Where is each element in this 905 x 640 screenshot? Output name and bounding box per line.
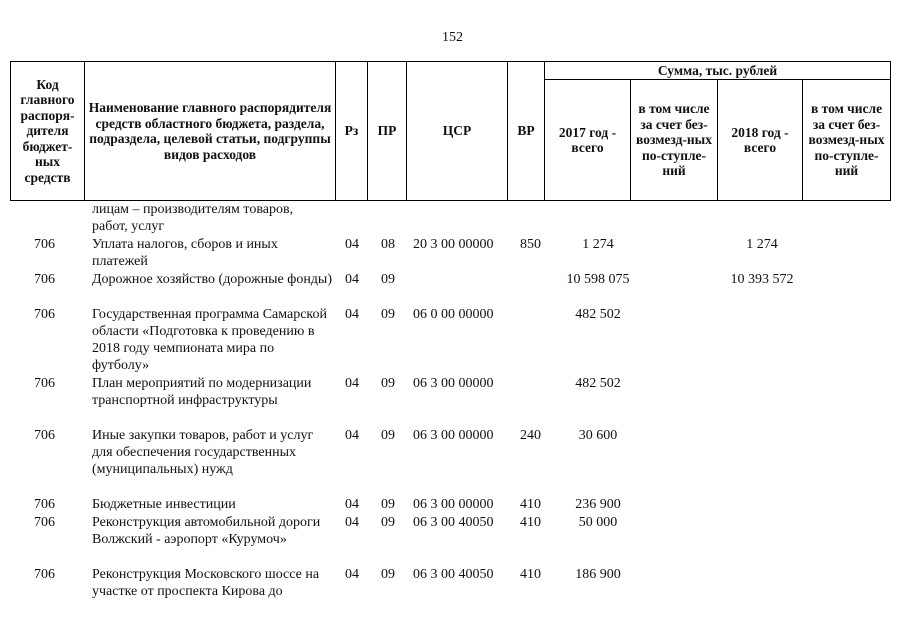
table-row <box>0 514 905 566</box>
cell-2017: 236 900 <box>575 497 621 512</box>
cell-name: Иные закупки товаров, работ и услуг для обеспечения государственных (муниципальных) нужд <box>92 428 314 477</box>
header-2017: 2017 год - всего <box>545 80 631 201</box>
cell-rz: 04 <box>345 428 359 443</box>
page-number: 152 <box>442 30 463 45</box>
cell-2017: 10 598 075 <box>566 272 630 287</box>
cell-rz: 04 <box>345 307 359 322</box>
cell-rz: 04 <box>345 497 359 512</box>
cell-vr: 410 <box>520 497 541 512</box>
cell-2017: 482 502 <box>575 376 621 391</box>
cell-csr: 06 3 00 40050 <box>413 515 494 530</box>
cell-code: 706 <box>34 428 55 443</box>
cell-rz: 04 <box>345 272 359 287</box>
table-row <box>0 306 905 375</box>
cell-name: План мероприятий по модернизации транспортной инфраструктуры <box>92 376 312 408</box>
header-rz: Рз <box>336 62 368 201</box>
header-pr: ПР <box>368 62 407 201</box>
cell-code: 706 <box>34 376 55 391</box>
table-body <box>0 201 905 606</box>
cell-csr: 06 3 00 00000 <box>413 428 494 443</box>
cell-vr: 850 <box>520 237 541 252</box>
header-2017-free: в том числе за счет без-возмезд-ных по-ступле-ний <box>631 80 718 201</box>
header-sum: Сумма, тыс. рублей <box>545 62 891 80</box>
cell-code: 706 <box>34 567 55 582</box>
table-row <box>0 427 905 496</box>
cell-name: Реконструкция автомобильной дороги Волжский - аэропорт «Курумоч» <box>92 515 321 547</box>
cell-csr: 06 3 00 00000 <box>413 376 494 391</box>
cell-pr: 09 <box>381 428 395 443</box>
cell-code: 706 <box>34 272 55 287</box>
cell-2017: 30 600 <box>578 428 618 443</box>
cell-name: Уплата налогов, сборов и иных платежей <box>92 237 278 269</box>
cell-pr: 09 <box>381 272 395 287</box>
cell-name: лицам – производителям товаров, работ, услуг <box>92 202 294 234</box>
table-row <box>0 236 905 271</box>
cell-rz: 04 <box>345 237 359 252</box>
table-row <box>0 271 905 306</box>
table-row <box>0 566 905 606</box>
cell-code: 706 <box>34 307 55 322</box>
cell-csr: 20 3 00 00000 <box>413 237 494 252</box>
cell-vr: 410 <box>520 515 541 530</box>
cell-pr: 08 <box>381 237 395 252</box>
cell-vr: 410 <box>520 567 541 582</box>
cell-csr: 06 0 00 00000 <box>413 307 494 322</box>
cell-pr: 09 <box>381 497 395 512</box>
cell-2017: 482 502 <box>575 307 621 322</box>
cell-rz: 04 <box>345 376 359 391</box>
cell-pr: 09 <box>381 515 395 530</box>
header-2018-free: в том числе за счет без-возмезд-ных по-ступле-ний <box>803 80 891 201</box>
cell-code: 706 <box>34 515 55 530</box>
header-name: Наименование главного распорядителя средств областного бюджета, раздела, подраздела, целевой статьи, подгруппы видов расходов <box>85 62 336 201</box>
cell-2017: 1 274 <box>582 237 614 252</box>
header-code: Код главного распоря-дителя бюджет-ных средств <box>11 62 85 201</box>
cell-rz: 04 <box>345 567 359 582</box>
cell-2017: 186 900 <box>575 567 621 582</box>
cell-name: Государственная программа Самарской области «Подготовка к проведению в 2018 году чемпионата мира по футболу» <box>92 307 328 373</box>
table-row <box>0 496 905 514</box>
cell-pr: 09 <box>381 567 395 582</box>
cell-vr: 240 <box>520 428 541 443</box>
table-header <box>10 61 891 201</box>
cell-name: Реконструкция Московского шоссе на участке от проспекта Кирова до <box>92 567 320 599</box>
cell-code: 706 <box>34 237 55 252</box>
cell-code: 706 <box>34 497 55 512</box>
header-vr: ВР <box>508 62 545 201</box>
table-row <box>0 201 905 236</box>
cell-csr: 06 3 00 00000 <box>413 497 494 512</box>
cell-pr: 09 <box>381 307 395 322</box>
header-csr: ЦСР <box>407 62 508 201</box>
cell-2017: 50 000 <box>578 515 618 530</box>
cell-rz: 04 <box>345 515 359 530</box>
table-row <box>0 375 905 427</box>
cell-2018: 10 393 572 <box>730 272 794 287</box>
header-2018: 2018 год - всего <box>718 80 803 201</box>
cell-pr: 09 <box>381 376 395 391</box>
cell-csr: 06 3 00 40050 <box>413 567 494 582</box>
cell-2018: 1 274 <box>746 237 778 252</box>
cell-name: Дорожное хозяйство (дорожные фонды) <box>92 272 333 287</box>
cell-name: Бюджетные инвестиции <box>92 497 236 512</box>
